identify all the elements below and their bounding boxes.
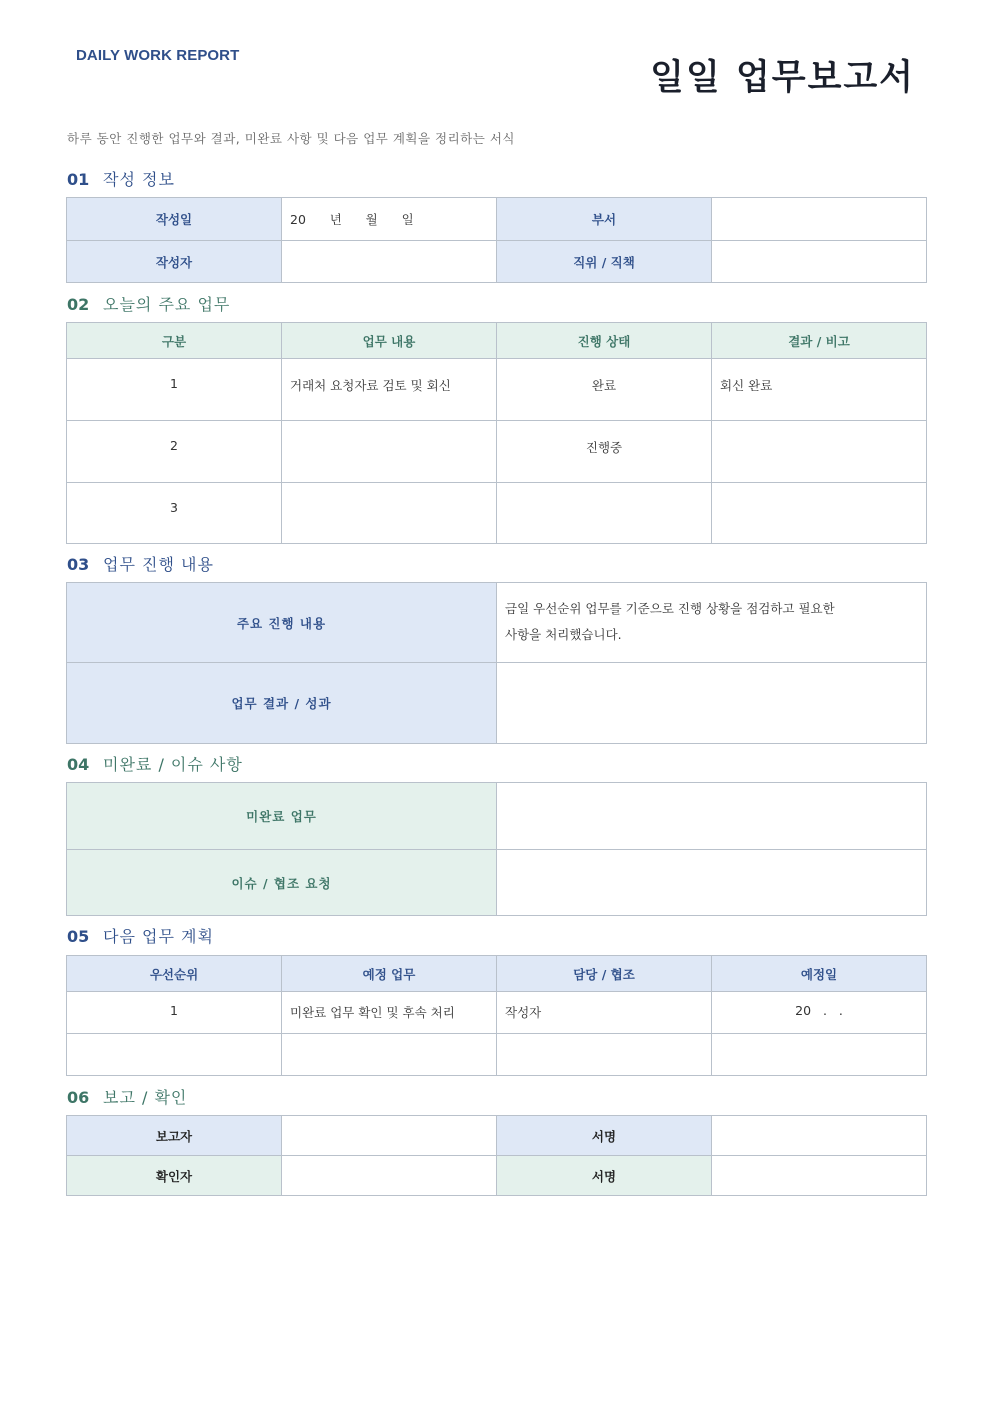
date-label: 작성일 — [67, 198, 282, 241]
column-header: 우선순위 — [67, 956, 282, 992]
issues-table — [66, 782, 927, 916]
column-header: 예정 업무 — [282, 956, 497, 992]
task-result-cell[interactable] — [712, 483, 927, 544]
reporter-sign-label: 서명 — [497, 1116, 712, 1156]
section-heading-confirm — [67, 1085, 187, 1108]
reporter-field[interactable] — [282, 1116, 497, 1156]
table-row — [67, 421, 927, 483]
position-field[interactable] — [712, 241, 927, 283]
table-row — [67, 359, 927, 421]
checker-sign-field[interactable] — [712, 1156, 927, 1196]
task-result-cell[interactable]: 회신 완료 — [712, 359, 927, 421]
date-field[interactable]: 20 년 월 일 — [282, 198, 497, 241]
plan-table — [66, 955, 927, 1076]
table-row — [67, 1034, 927, 1076]
column-header: 구분 — [67, 323, 282, 359]
section-title: 작성 정보 — [103, 170, 175, 189]
column-header: 진행 상태 — [497, 323, 712, 359]
task-status-cell[interactable]: 완료 — [497, 359, 712, 421]
reporter-label: 보고자 — [67, 1116, 282, 1156]
section-number: 02 — [67, 295, 90, 314]
task-result-cell[interactable] — [712, 421, 927, 483]
task-status-cell[interactable]: 진행중 — [497, 421, 712, 483]
report-english-title: DAILY WORK REPORT — [76, 47, 240, 64]
department-label: 부서 — [497, 198, 712, 241]
plan-owner-cell[interactable]: 작성자 — [497, 992, 712, 1034]
plan-date-cell[interactable] — [712, 1034, 927, 1076]
section-title: 다음 업무 계획 — [103, 927, 214, 946]
section-title: 오늘의 주요 업무 — [103, 295, 231, 314]
main-progress-field[interactable] — [497, 583, 927, 663]
table-row — [67, 483, 927, 544]
author-field[interactable] — [282, 241, 497, 283]
page-title: 일일 업무보고서 — [650, 58, 915, 98]
plan-owner-cell[interactable] — [497, 1034, 712, 1076]
section-heading-tasks — [67, 292, 230, 315]
confirm-table — [66, 1115, 927, 1196]
issue-label: 이슈 / 협조 요청 — [67, 850, 497, 916]
task-number: 2 — [67, 421, 282, 483]
section-heading-progress — [67, 552, 214, 575]
checker-field[interactable] — [282, 1156, 497, 1196]
task-number: 3 — [67, 483, 282, 544]
column-header: 업무 내용 — [282, 323, 497, 359]
table-header-row — [67, 323, 927, 359]
plan-task-cell[interactable]: 미완료 업무 확인 및 후속 처리 — [282, 992, 497, 1034]
result-label: 업무 결과 / 성과 — [67, 663, 497, 744]
section-title: 미완료 / 이슈 사항 — [103, 755, 243, 774]
column-header: 결과 / 비고 — [712, 323, 927, 359]
main-progress-line: 사항을 처리했습니다. — [505, 627, 622, 642]
result-field[interactable] — [497, 663, 927, 744]
table-row — [67, 992, 927, 1034]
section-number: 04 — [67, 755, 90, 774]
section-heading-issues — [67, 752, 243, 775]
author-label: 작성자 — [67, 241, 282, 283]
main-progress-label: 주요 진행 내용 — [67, 583, 497, 663]
progress-table — [66, 582, 927, 744]
plan-task-cell[interactable] — [282, 1034, 497, 1076]
section-title: 보고 / 확인 — [103, 1088, 188, 1107]
reporter-sign-field[interactable] — [712, 1116, 927, 1156]
pending-work-field[interactable] — [497, 783, 927, 850]
plan-priority-cell[interactable]: 1 — [67, 992, 282, 1034]
section-heading-info — [67, 167, 175, 190]
plan-priority-cell[interactable] — [67, 1034, 282, 1076]
tasks-table — [66, 322, 927, 544]
page-subtitle: 하루 동안 진행한 업무와 결과, 미완료 사항 및 다음 업무 계획을 정리하는 서식 — [67, 131, 515, 146]
section-number: 01 — [67, 170, 90, 189]
department-field[interactable] — [712, 198, 927, 241]
pending-work-label: 미완료 업무 — [67, 783, 497, 850]
section-title: 업무 진행 내용 — [103, 555, 214, 574]
task-status-cell[interactable] — [497, 483, 712, 544]
position-label: 직위 / 직책 — [497, 241, 712, 283]
table-header-row — [67, 956, 927, 992]
checker-label: 확인자 — [67, 1156, 282, 1196]
info-table — [66, 197, 927, 283]
section-number: 05 — [67, 927, 90, 946]
task-number: 1 — [67, 359, 282, 421]
issue-field[interactable] — [497, 850, 927, 916]
task-content-cell[interactable] — [282, 421, 497, 483]
section-heading-plan — [67, 924, 214, 947]
task-content-cell[interactable]: 거래처 요청자료 검토 및 회신 — [282, 359, 497, 421]
section-number: 03 — [67, 555, 90, 574]
column-header: 예정일 — [712, 956, 927, 992]
section-number: 06 — [67, 1088, 90, 1107]
task-content-cell[interactable] — [282, 483, 497, 544]
main-progress-line: 금일 우선순위 업무를 기준으로 진행 상황을 점검하고 필요한 — [505, 601, 835, 616]
plan-date-cell[interactable]: 20 . . — [712, 992, 927, 1034]
checker-sign-label: 서명 — [497, 1156, 712, 1196]
column-header: 담당 / 협조 — [497, 956, 712, 992]
